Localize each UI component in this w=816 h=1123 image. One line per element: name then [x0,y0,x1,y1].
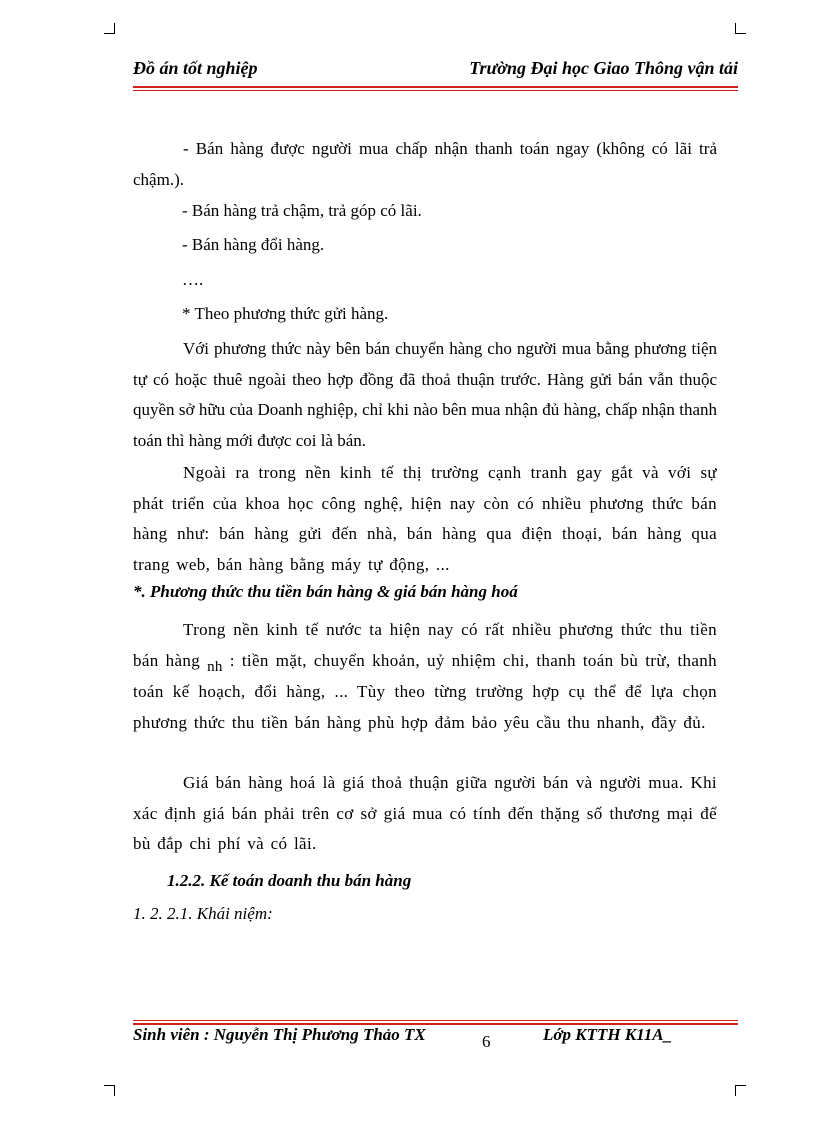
section-heading-payment-price: *. Phương thức thu tiền bán hàng & giá bán hàng hoá [133,582,518,601]
header-university: Trường Đại học Giao Thông vận tải [469,58,738,78]
list-item-pay-now: - Bán hàng được người mua chấp nhận thanh toán ngay (không có lãi trả chậm.). [133,139,717,189]
page-header [133,58,738,82]
crop-mark-top-right [735,23,746,34]
header-rule-thin [133,90,738,91]
list-item-installment: - Bán hàng trả chậm, trả góp có lãi. [182,201,422,220]
crop-mark-bottom-left [104,1085,115,1096]
footer-class: Lớp KTTH K11A_ [543,1025,673,1044]
footer-rule-thin [133,1020,738,1021]
paragraph-payment-methods [133,615,717,738]
paragraph-other-methods: Ngoài ra trong nền kinh tế thị trường cạnh tranh gay gắt và với sự phát triển của khoa học công nghệ, hiện nay còn có nhiều phương thức bán hàng như: bán hàng gửi đến nhà, bán hàng qua điện thoại, bán hàng qua trang web, bán hàng bằng máy tự động, ... [133,463,717,574]
payment-text-end: : tiền mặt, chuyển khoản, uỷ nhiệm chi, thanh toán bù trừ, thanh toán kế hoạch, đổi hàng, ... Tùy theo từng trường hợp cụ thể để lựa chọn phương thức thu tiền bán hàng phù hợp đảm bảo yêu cầu thu nhanh, đầy đủ. [133,650,718,732]
subsection-heading-concept: 1. 2. 2.1. Khái niệm: [133,904,273,923]
header-thesis-title: Đồ án tốt nghiệp [133,58,258,78]
page-number: 6 [482,1032,491,1051]
paragraph-consignment: Với phương thức này bên bán chuyển hàng cho người mua bằng phương tiện tự có hoặc thuê ngoài theo hợp đồng đã thoả thuận trước. Hàng gửi bán vẫn thuộc quyền sở hữu của Doanh nghiệp, chỉ khi nào bên mua nhận đủ hàng, chấp nhận thanh toán thì hàng mới được coi là bán. [133,339,717,450]
payment-text-subscript: nh [207,658,223,675]
payment-text-start: Trong nền kinh tế nước ta hiện nay có rất nhiều phương thức thu tiền bán hàng [133,620,717,670]
paragraph-selling-price: Giá bán hàng hoá là giá thoả thuận giữa người bán và người mua. Khi xác định giá bán phải trên cơ sở giá mua có tính đến thặng số thương mại để bù đắp chi phí và có lãi. [133,773,717,853]
crop-mark-top-left [104,23,115,34]
list-item-ellipsis: …. [182,270,204,289]
crop-mark-bottom-right [735,1085,746,1096]
header-rule-thick [133,86,738,88]
list-item-barter: - Bán hàng đổi hàng. [182,235,325,254]
section-heading-revenue: 1.2.2. Kế toán doanh thu bán hàng [167,871,412,890]
subheading-consignment: * Theo phương thức gửi hàng. [182,304,389,323]
footer-student-name: Sinh viên : Nguyễn Thị Phương Thảo TX [133,1025,426,1044]
